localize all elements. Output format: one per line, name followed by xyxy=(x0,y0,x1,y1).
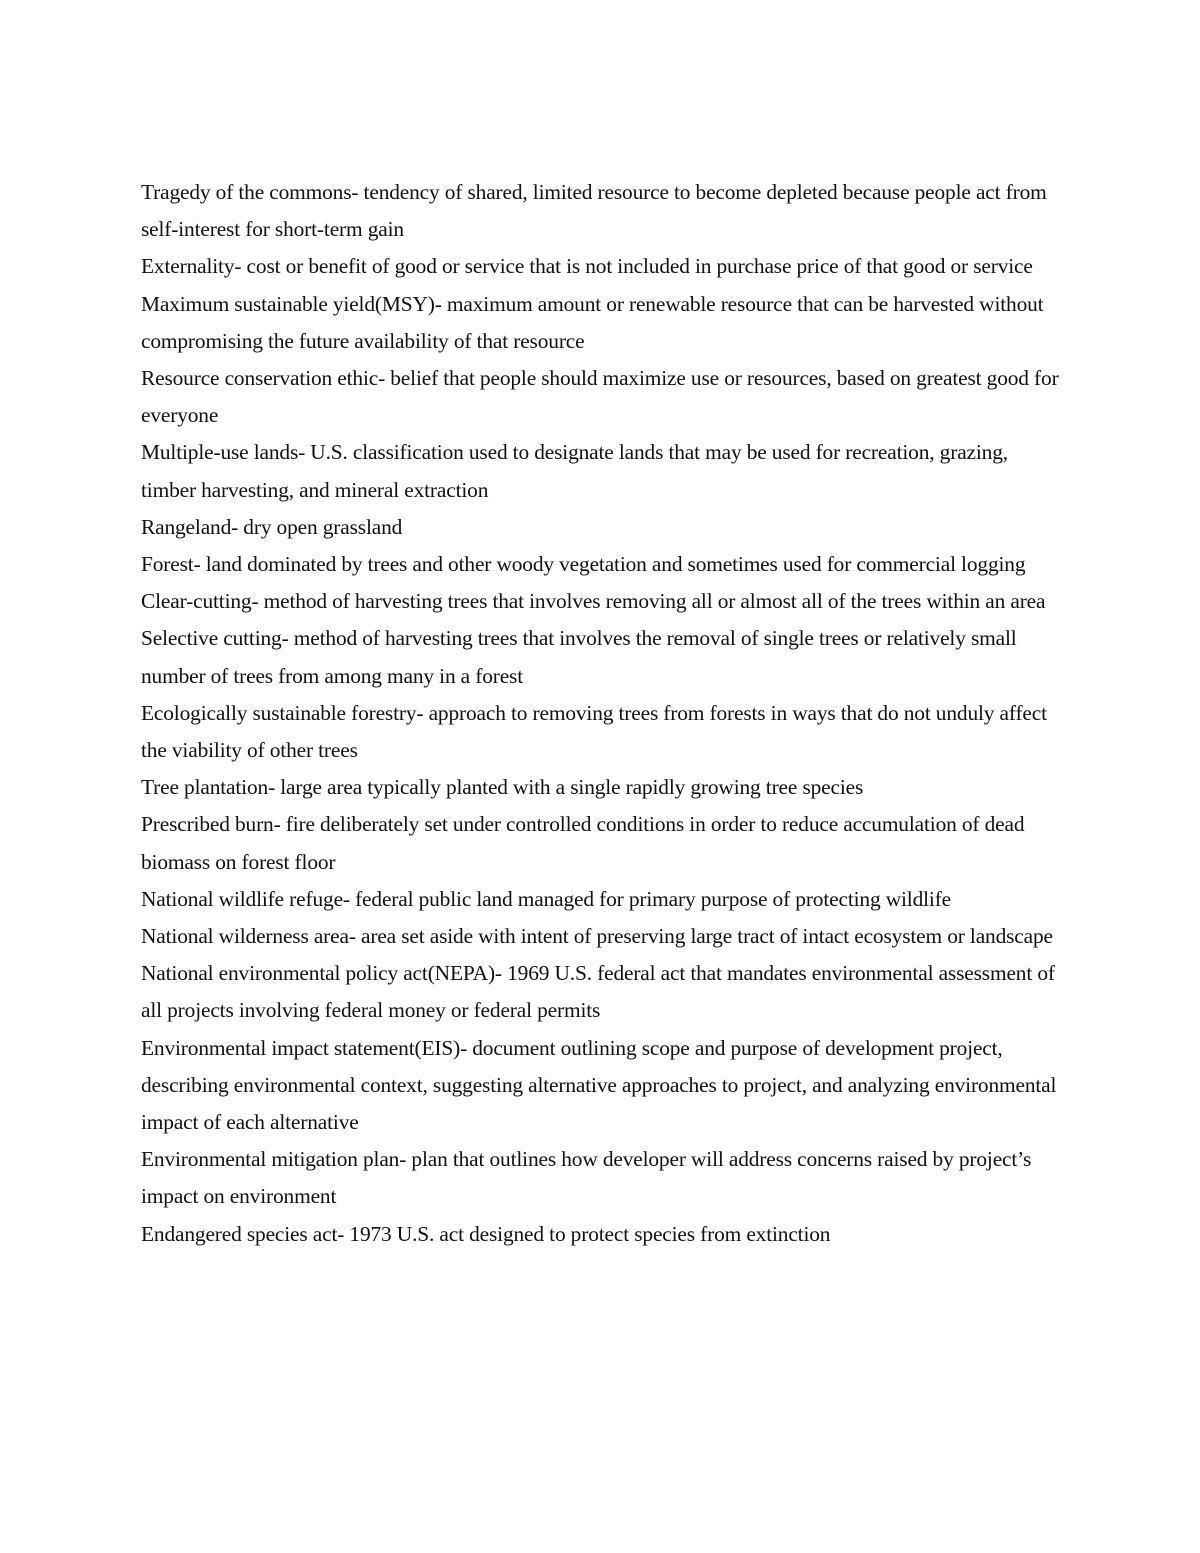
definition-entry: Selective cutting- method of harvesting trees that involves the removal of single trees or relatively small number of trees from among many in a forest xyxy=(141,626,1017,688)
definition-entry: Forest- land dominated by trees and other woody vegetation and sometimes used for commercial logging xyxy=(141,552,1026,577)
definition-entry: National wilderness area- area set aside with intent of preserving large tract of intact ecosystem or landscape xyxy=(141,924,1053,949)
definition-entry: Rangeland- dry open grassland xyxy=(141,514,403,539)
definition-entry: Tragedy of the commons- tendency of shared, limited resource to become depleted because people act from self-interest for short-term gain xyxy=(141,180,1047,242)
definition-entry: Prescribed burn- fire deliberately set under controlled conditions in order to reduce accumulation of dead biomass on forest floor xyxy=(141,812,1025,874)
definition-entry: Environmental mitigation plan- plan that outlines how developer will address concerns raised by project’s impact on environment xyxy=(141,1147,1032,1209)
definition-entry: Clear-cutting- method of harvesting trees that involves removing all or almost all of the trees within an area xyxy=(141,589,1046,614)
definition-entry: National wildlife refuge- federal public land managed for primary purpose of protecting wildlife xyxy=(141,886,952,911)
definition-entry: Resource conservation ethic- belief that people should maximize use or resources, based on greatest good for everyone xyxy=(141,366,1059,428)
definition-entry: Tree plantation- large area typically planted with a single rapidly growing tree species xyxy=(141,775,864,800)
definition-entry: National environmental policy act(NEPA)- 1969 U.S. federal act that mandates environmental assessment of all projects involving federal money or federal permits xyxy=(141,961,1055,1023)
definition-entry: Multiple-use lands- U.S. classification used to designate lands that may be used for recreation, grazing, timber harvesting, and mineral extraction xyxy=(141,440,1008,502)
definition-entry: Maximum sustainable yield(MSY)- maximum amount or renewable resource that can be harvested without compromising the future availability of that resource xyxy=(141,291,1044,353)
definition-entry: Environmental impact statement(EIS)- document outlining scope and purpose of development project, describing environmental context, suggesting alternative approaches to project, and analyzing environmental impact of each alternative xyxy=(141,1035,1057,1135)
definition-entry: Endangered species act- 1973 U.S. act designed to protect species from extinction xyxy=(141,1221,831,1246)
document-body xyxy=(141,174,1061,1253)
definition-entry: Ecologically sustainable forestry- approach to removing trees from forests in ways that do not unduly affect the viability of other trees xyxy=(141,700,1047,763)
definition-entry: Externality- cost or benefit of good or service that is not included in purchase price of that good or service xyxy=(141,254,1033,279)
